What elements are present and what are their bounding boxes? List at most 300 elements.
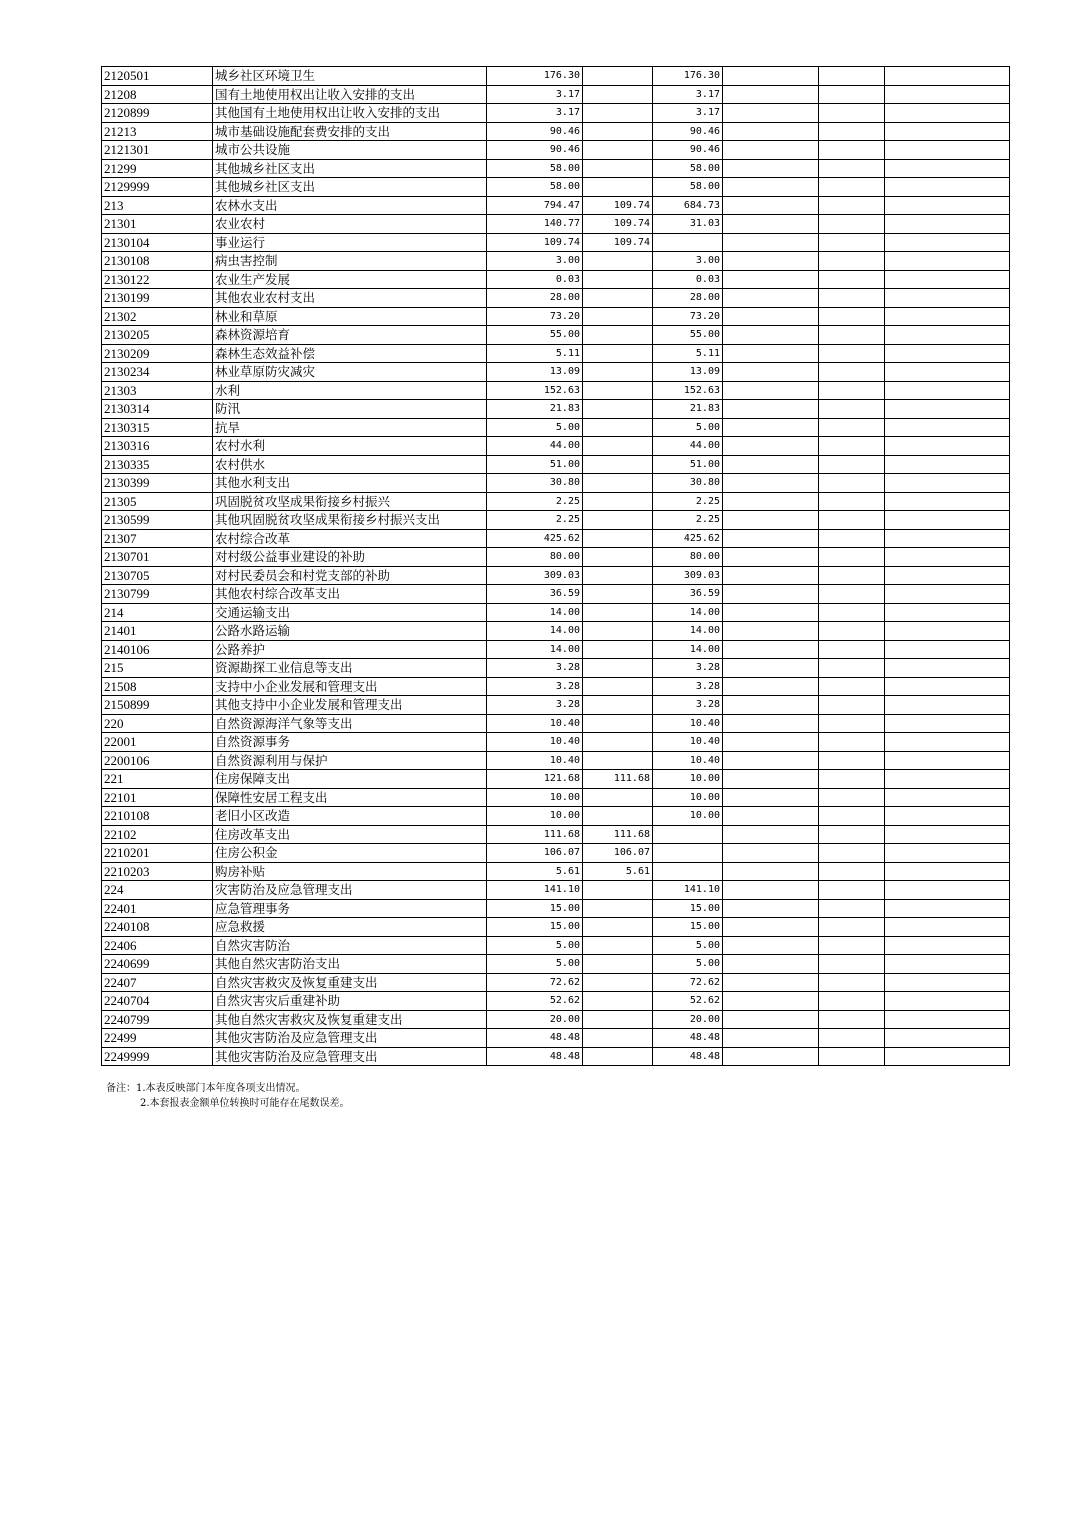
row-project-cell: 3.17 [653,104,723,123]
row-empty-cell [819,733,885,752]
row-project-cell: 3.00 [653,252,723,271]
row-empty-cell [885,862,1010,881]
row-basic-cell: 109.74 [583,233,653,252]
row-code-cell: 2210201 [102,844,213,863]
table-row [102,141,1010,160]
row-name-cell: 公路养护 [213,640,487,659]
row-empty-cell [885,455,1010,474]
row-empty-cell [723,141,819,160]
row-project-cell: 10.00 [653,807,723,826]
row-basic-cell [583,936,653,955]
table-row [102,825,1010,844]
row-total-cell: 14.00 [487,640,583,659]
row-empty-cell [885,418,1010,437]
row-code-cell: 224 [102,881,213,900]
table-row [102,603,1010,622]
row-total-cell: 73.20 [487,307,583,326]
row-basic-cell [583,788,653,807]
row-name-cell: 老旧小区改造 [213,807,487,826]
row-name-cell: 住房改革支出 [213,825,487,844]
row-empty-cell [819,1029,885,1048]
row-project-cell: 3.28 [653,696,723,715]
row-basic-cell [583,714,653,733]
row-project-cell: 30.80 [653,474,723,493]
row-empty-cell [819,825,885,844]
row-name-cell: 其他农业农村支出 [213,289,487,308]
row-name-cell: 森林生态效益补偿 [213,344,487,363]
row-code-cell: 2130108 [102,252,213,271]
row-basic-cell [583,1029,653,1048]
row-project-cell: 5.00 [653,936,723,955]
row-empty-cell [885,159,1010,178]
row-total-cell: 55.00 [487,326,583,345]
row-basic-cell [583,955,653,974]
row-code-cell: 2130799 [102,585,213,604]
row-name-cell: 其他自然灾害防治支出 [213,955,487,974]
row-empty-cell [885,141,1010,160]
table-row [102,714,1010,733]
row-basic-cell [583,85,653,104]
row-total-cell: 48.48 [487,1029,583,1048]
row-empty-cell [885,122,1010,141]
row-empty-cell [819,289,885,308]
row-code-cell: 2130314 [102,400,213,419]
row-empty-cell [723,696,819,715]
row-empty-cell [885,659,1010,678]
row-total-cell: 5.00 [487,418,583,437]
row-empty-cell [723,807,819,826]
row-empty-cell [819,677,885,696]
row-name-cell: 林业草原防灾减灾 [213,363,487,382]
row-code-cell: 21305 [102,492,213,511]
row-basic-cell: 109.74 [583,196,653,215]
row-basic-cell [583,992,653,1011]
row-empty-cell [885,196,1010,215]
row-basic-cell [583,400,653,419]
row-name-cell: 灾害防治及应急管理支出 [213,881,487,900]
row-total-cell: 3.28 [487,696,583,715]
table-row [102,363,1010,382]
row-empty-cell [885,788,1010,807]
row-code-cell: 2249999 [102,1047,213,1066]
row-basic-cell [583,307,653,326]
row-project-cell: 90.46 [653,122,723,141]
row-project-cell: 51.00 [653,455,723,474]
table-row [102,289,1010,308]
row-total-cell: 14.00 [487,603,583,622]
row-code-cell: 2130705 [102,566,213,585]
table-row [102,492,1010,511]
row-basic-cell [583,566,653,585]
table-row [102,548,1010,567]
row-empty-cell [819,918,885,937]
table-row [102,67,1010,86]
row-empty-cell [723,770,819,789]
row-total-cell: 2.25 [487,511,583,530]
row-code-cell: 221 [102,770,213,789]
row-empty-cell [819,363,885,382]
table-row [102,511,1010,530]
row-basic-cell [583,344,653,363]
row-total-cell: 10.40 [487,733,583,752]
row-empty-cell [819,640,885,659]
row-empty-cell [885,622,1010,641]
row-name-cell: 事业运行 [213,233,487,252]
row-project-cell: 2.25 [653,492,723,511]
row-empty-cell [723,862,819,881]
row-empty-cell [819,566,885,585]
table-row [102,529,1010,548]
row-project-cell: 52.62 [653,992,723,1011]
table-row [102,696,1010,715]
row-empty-cell [723,788,819,807]
table-row [102,1029,1010,1048]
row-project-cell [653,233,723,252]
table-row [102,252,1010,271]
row-code-cell: 21508 [102,677,213,696]
row-empty-cell [885,529,1010,548]
table-row [102,973,1010,992]
row-basic-cell [583,104,653,123]
row-empty-cell [723,955,819,974]
row-basic-cell [583,67,653,86]
row-empty-cell [885,1010,1010,1029]
row-empty-cell [723,400,819,419]
row-empty-cell [723,418,819,437]
row-empty-cell [819,788,885,807]
row-empty-cell [723,714,819,733]
row-project-cell: 14.00 [653,622,723,641]
row-code-cell: 22101 [102,788,213,807]
row-total-cell: 5.11 [487,344,583,363]
row-code-cell: 21299 [102,159,213,178]
row-empty-cell [819,603,885,622]
table-row [102,807,1010,826]
row-empty-cell [885,104,1010,123]
row-empty-cell [819,714,885,733]
row-empty-cell [819,178,885,197]
row-basic-cell [583,548,653,567]
row-code-cell: 21303 [102,381,213,400]
row-empty-cell [885,751,1010,770]
row-basic-cell [583,603,653,622]
row-project-cell: 5.00 [653,955,723,974]
row-project-cell: 90.46 [653,141,723,160]
footnotes [106,1081,350,1111]
row-name-cell: 其他城乡社区支出 [213,178,487,197]
row-project-cell: 684.73 [653,196,723,215]
row-basic-cell [583,418,653,437]
table-body [102,67,1010,1066]
row-basic-cell: 111.68 [583,770,653,789]
row-project-cell: 15.00 [653,918,723,937]
table-row [102,178,1010,197]
row-basic-cell [583,437,653,456]
row-code-cell: 2210203 [102,862,213,881]
row-empty-cell [819,215,885,234]
row-total-cell: 90.46 [487,141,583,160]
row-empty-cell [723,844,819,863]
row-empty-cell [723,511,819,530]
row-empty-cell [723,178,819,197]
row-total-cell: 152.63 [487,381,583,400]
row-project-cell [653,862,723,881]
row-code-cell: 22499 [102,1029,213,1048]
row-empty-cell [723,1047,819,1066]
row-name-cell: 城市公共设施 [213,141,487,160]
row-empty-cell [819,992,885,1011]
row-empty-cell [885,770,1010,789]
row-total-cell: 10.40 [487,714,583,733]
row-basic-cell [583,1047,653,1066]
row-project-cell: 48.48 [653,1029,723,1048]
row-code-cell: 22401 [102,899,213,918]
row-empty-cell [723,899,819,918]
row-code-cell: 22406 [102,936,213,955]
row-empty-cell [885,215,1010,234]
row-total-cell: 10.40 [487,751,583,770]
row-empty-cell [723,252,819,271]
row-project-cell: 44.00 [653,437,723,456]
row-empty-cell [819,696,885,715]
row-empty-cell [723,159,819,178]
row-empty-cell [819,751,885,770]
row-basic-cell [583,677,653,696]
row-total-cell: 425.62 [487,529,583,548]
row-name-cell: 自然灾害灾后重建补助 [213,992,487,1011]
table-row [102,955,1010,974]
row-empty-cell [723,603,819,622]
row-empty-cell [885,918,1010,937]
row-project-cell: 15.00 [653,899,723,918]
row-empty-cell [819,955,885,974]
row-project-cell: 0.03 [653,270,723,289]
row-empty-cell [723,492,819,511]
row-empty-cell [885,603,1010,622]
row-code-cell: 2240799 [102,1010,213,1029]
row-empty-cell [819,270,885,289]
row-code-cell: 214 [102,603,213,622]
row-name-cell: 资源勘探工业信息等支出 [213,659,487,678]
row-name-cell: 自然资源海洋气象等支出 [213,714,487,733]
row-empty-cell [723,455,819,474]
row-code-cell: 2200106 [102,751,213,770]
row-empty-cell [723,973,819,992]
row-empty-cell [723,548,819,567]
row-empty-cell [819,233,885,252]
row-code-cell: 2240108 [102,918,213,937]
row-empty-cell [723,104,819,123]
row-empty-cell [819,307,885,326]
row-project-cell: 20.00 [653,1010,723,1029]
row-total-cell: 106.07 [487,844,583,863]
row-empty-cell [819,159,885,178]
row-code-cell: 2130315 [102,418,213,437]
row-basic-cell [583,492,653,511]
row-project-cell: 73.20 [653,307,723,326]
row-empty-cell [885,270,1010,289]
row-total-cell: 14.00 [487,622,583,641]
row-name-cell: 交通运输支出 [213,603,487,622]
row-basic-cell [583,640,653,659]
table-row [102,862,1010,881]
row-empty-cell [723,936,819,955]
row-empty-cell [819,455,885,474]
table-row [102,85,1010,104]
row-code-cell: 2120501 [102,67,213,86]
row-project-cell: 2.25 [653,511,723,530]
row-name-cell: 住房保障支出 [213,770,487,789]
row-total-cell: 30.80 [487,474,583,493]
row-empty-cell [885,252,1010,271]
row-empty-cell [723,918,819,937]
row-name-cell: 购房补贴 [213,862,487,881]
row-empty-cell [723,196,819,215]
table-row [102,733,1010,752]
row-name-cell: 自然资源利用与保护 [213,751,487,770]
row-empty-cell [885,825,1010,844]
row-empty-cell [885,548,1010,567]
row-basic-cell [583,973,653,992]
table-row [102,566,1010,585]
row-code-cell: 220 [102,714,213,733]
row-project-cell: 176.30 [653,67,723,86]
row-name-cell: 水利 [213,381,487,400]
row-empty-cell [723,992,819,1011]
row-project-cell: 152.63 [653,381,723,400]
table-row [102,381,1010,400]
row-empty-cell [723,1010,819,1029]
row-empty-cell [819,548,885,567]
row-empty-cell [885,640,1010,659]
footnote-2: 2.本套报表金额单位转换时可能存在尾数误差。 [140,1098,350,1109]
row-total-cell: 0.03 [487,270,583,289]
row-total-cell: 3.00 [487,252,583,271]
table-row [102,936,1010,955]
row-total-cell: 121.68 [487,770,583,789]
row-name-cell: 支持中小企业发展和管理支出 [213,677,487,696]
row-empty-cell [723,474,819,493]
table-row [102,233,1010,252]
row-total-cell: 3.28 [487,677,583,696]
table-row [102,270,1010,289]
row-basic-cell: 5.61 [583,862,653,881]
row-total-cell: 5.00 [487,936,583,955]
row-empty-cell [819,104,885,123]
row-basic-cell [583,733,653,752]
row-basic-cell [583,807,653,826]
row-name-cell: 公路水路运输 [213,622,487,641]
row-empty-cell [885,714,1010,733]
row-project-cell: 80.00 [653,548,723,567]
row-name-cell: 农村供水 [213,455,487,474]
row-name-cell: 森林资源培育 [213,326,487,345]
table-row [102,307,1010,326]
table-row [102,344,1010,363]
row-project-cell: 36.59 [653,585,723,604]
row-total-cell: 13.09 [487,363,583,382]
row-project-cell: 72.62 [653,973,723,992]
row-empty-cell [885,1029,1010,1048]
row-empty-cell [723,85,819,104]
row-empty-cell [819,511,885,530]
row-project-cell: 58.00 [653,159,723,178]
row-empty-cell [885,696,1010,715]
row-basic-cell [583,751,653,770]
row-empty-cell [723,270,819,289]
row-empty-cell [723,67,819,86]
row-empty-cell [819,862,885,881]
row-basic-cell [583,474,653,493]
row-empty-cell [885,807,1010,826]
row-empty-cell [819,659,885,678]
row-empty-cell [819,122,885,141]
row-empty-cell [885,511,1010,530]
row-total-cell: 72.62 [487,973,583,992]
row-project-cell: 141.10 [653,881,723,900]
row-code-cell: 2240704 [102,992,213,1011]
row-empty-cell [885,400,1010,419]
row-name-cell: 住房公积金 [213,844,487,863]
row-code-cell: 22001 [102,733,213,752]
row-project-cell [653,825,723,844]
row-empty-cell [885,955,1010,974]
row-basic-cell [583,141,653,160]
row-total-cell: 109.74 [487,233,583,252]
row-name-cell: 其他城乡社区支出 [213,159,487,178]
row-project-cell: 10.00 [653,788,723,807]
row-empty-cell [819,437,885,456]
row-basic-cell [583,363,653,382]
row-basic-cell [583,326,653,345]
table-row [102,1010,1010,1029]
row-project-cell: 10.00 [653,770,723,789]
row-project-cell: 3.28 [653,659,723,678]
row-total-cell: 111.68 [487,825,583,844]
row-code-cell: 2130234 [102,363,213,382]
row-basic-cell [583,122,653,141]
row-empty-cell [819,899,885,918]
table-row [102,881,1010,900]
row-total-cell: 309.03 [487,566,583,585]
row-total-cell: 90.46 [487,122,583,141]
row-basic-cell [583,381,653,400]
row-basic-cell [583,1010,653,1029]
row-code-cell: 21213 [102,122,213,141]
row-name-cell: 保障性安居工程支出 [213,788,487,807]
row-code-cell: 213 [102,196,213,215]
row-name-cell: 其他灾害防治及应急管理支出 [213,1047,487,1066]
row-empty-cell [819,418,885,437]
row-total-cell: 141.10 [487,881,583,900]
row-empty-cell [819,1010,885,1029]
row-project-cell: 3.28 [653,677,723,696]
row-project-cell: 21.83 [653,400,723,419]
row-basic-cell [583,918,653,937]
row-basic-cell [583,696,653,715]
row-total-cell: 21.83 [487,400,583,419]
row-basic-cell: 106.07 [583,844,653,863]
row-total-cell: 52.62 [487,992,583,1011]
row-code-cell: 2130209 [102,344,213,363]
row-basic-cell [583,585,653,604]
row-project-cell: 48.48 [653,1047,723,1066]
row-code-cell: 2140106 [102,640,213,659]
row-empty-cell [723,307,819,326]
row-name-cell: 农林水支出 [213,196,487,215]
row-empty-cell [819,196,885,215]
row-name-cell: 对村民委员会和村党支部的补助 [213,566,487,585]
